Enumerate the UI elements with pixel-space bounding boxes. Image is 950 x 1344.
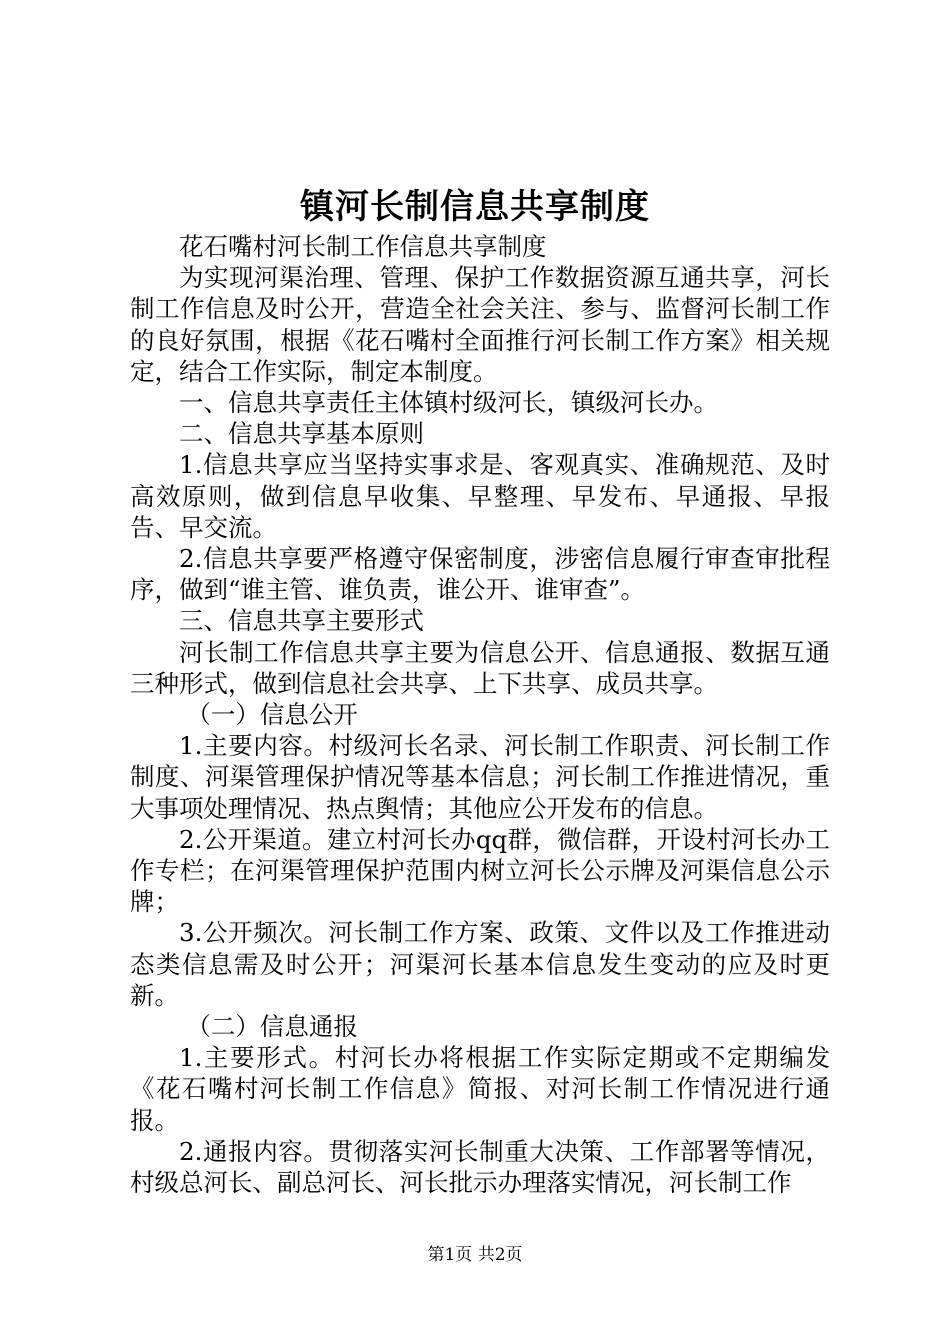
document-paragraph: （二）信息通报: [186, 1012, 358, 1042]
document-paragraph: 二、信息共享基本原则: [179, 419, 424, 449]
document-paragraph: 2.通报内容。贯彻落实河长制重大决策、工作部署等情况，村级总河长、副总河长、河长批示办理落实情况，河长制工作: [130, 1136, 830, 1198]
document-paragraph: 一、信息共享责任主体镇村级河长，镇级河长办。: [179, 388, 718, 418]
document-body: [130, 231, 830, 1198]
document-paragraph: 2.公开渠道。建立村河长办qq群，微信群，开设村河长办工作专栏；在河渠管理保护范围内树立河长公示牌及河渠信息公示牌；: [130, 824, 830, 917]
document-paragraph: 1.主要形式。村河长办将根据工作实际定期或不定期编发《花石嘴村河长制工作信息》简报、对河长制工作情况进行通报。: [130, 1043, 830, 1135]
document-paragraph: 2.信息共享要严格遵守保密制度，涉密信息履行审查审批程序，做到“谁主管、谁负责，谁公开、谁审查”。: [130, 544, 830, 605]
document-paragraph: 三、信息共享主要形式: [179, 606, 424, 636]
document-title: 镇河长制信息共享制度: [300, 187, 650, 227]
document-paragraph: 为实现河渠治理、管理、保护工作数据资源互通共享，河长制工作信息及时公开，营造全社会关注、参与、监督河长制工作的良好氛围，根据《花石嘴村全面推行河长制工作方案》相关规定，结合工作实际，制定本制度。: [130, 263, 830, 386]
document-paragraph: 1.主要内容。村级河长名录、河长制工作职责、河长制工作制度、河渠管理保护情况等基本信息；河长制工作推进情况，重大事项处理情况、热点舆情；其他应公开发布的信息。: [130, 731, 830, 823]
document-paragraph: （一）信息公开: [186, 700, 358, 730]
document-paragraph: 花石嘴村河长制工作信息共享制度: [179, 232, 547, 261]
document-paragraph: 河长制工作信息共享主要为信息公开、信息通报、数据互通三种形式，做到信息社会共享、上下共享、成员共享。: [130, 637, 830, 698]
page-footer: 第1页 共2页: [427, 1245, 523, 1265]
document-paragraph: 1.信息共享应当坚持实事求是、客观真实、准确规范、及时高效原则，做到信息早收集、早整理、早发布、早通报、早报告、早交流。: [130, 450, 830, 542]
document-paragraph: 3.公开频次。河长制工作方案、政策、文件以及工作推进动态类信息需及时公开；河渠河长基本信息发生变动的应及时更新。: [130, 918, 830, 1010]
